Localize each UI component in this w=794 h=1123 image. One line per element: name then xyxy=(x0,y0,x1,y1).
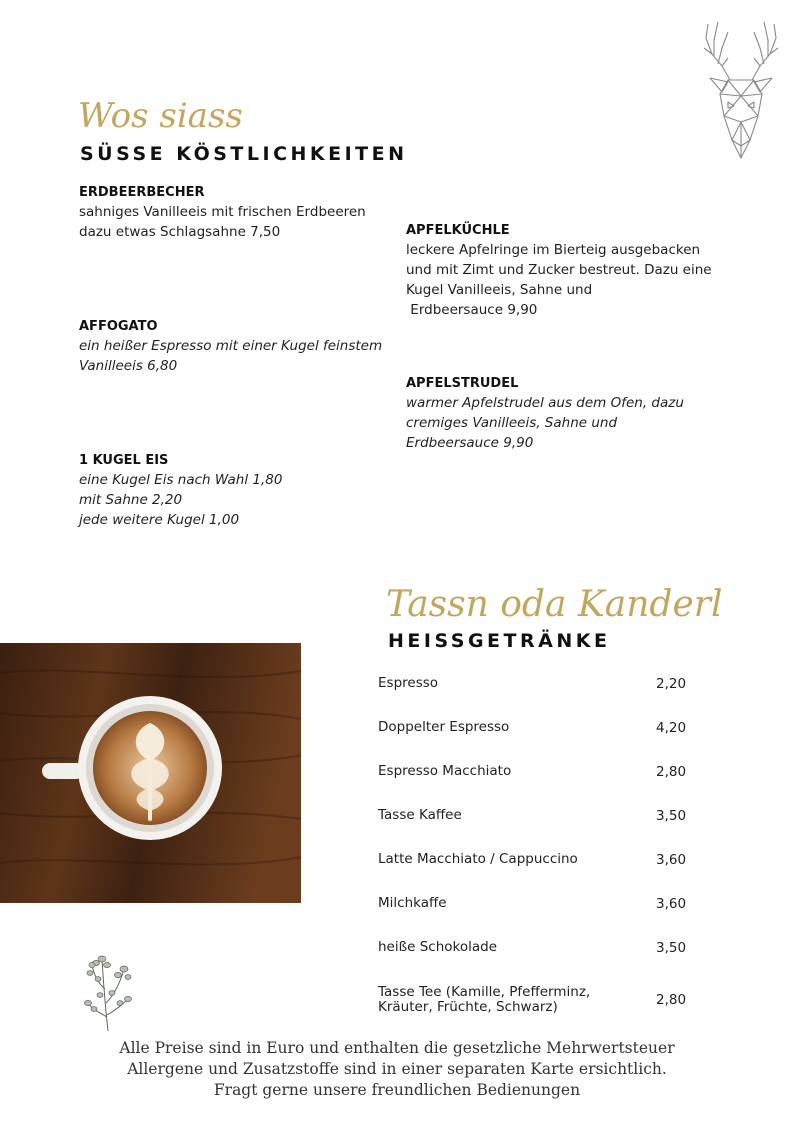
dessert-item-desc-line: Erdbeersauce 9,90 xyxy=(406,302,538,318)
drink-name: Espresso Macchiato xyxy=(378,763,512,779)
dessert-item-title: ERDBEERBECHER xyxy=(79,185,205,200)
herb-sprig-icon xyxy=(84,953,134,1033)
dessert-item-desc-line: und mit Zimt und Zucker bestreut. Dazu eine xyxy=(406,262,712,278)
dessert-item-desc-line: mit Sahne 2,20 xyxy=(79,492,183,508)
drink-price: 2,80 xyxy=(656,764,687,780)
drinks-heading: HEISSGETRÄNKE xyxy=(388,630,611,652)
drink-name: Milchkaffe xyxy=(378,895,447,911)
dessert-item-title: APFELSTRUDEL xyxy=(406,376,519,391)
dessert-item-desc-line: dazu etwas Schlagsahne 7,50 xyxy=(79,224,281,240)
drink-price: 3,50 xyxy=(656,940,687,956)
drink-price: 2,20 xyxy=(656,676,687,692)
drink-name: heiße Schokolade xyxy=(378,939,498,955)
deer-head-icon xyxy=(700,18,782,163)
dessert-item-kugel-eis xyxy=(79,453,399,530)
dessert-item-title: 1 KUGEL EIS xyxy=(79,453,169,468)
coffee-photo xyxy=(0,643,301,903)
footer-line: Alle Preise sind in Euro und enthalten die gesetzliche Mehrwertsteuer xyxy=(119,1039,675,1057)
dessert-item-desc-line: eine Kugel Eis nach Wahl 1,80 xyxy=(79,472,283,488)
drink-name: Tasse Tee (Kamille, Pfefferminz, Kräuter, Früchte, Schwarz) xyxy=(378,984,591,1015)
desserts-script-title: Wos siass xyxy=(78,96,243,136)
desserts-heading: SÜSSE KÖSTLICHKEITEN xyxy=(80,143,408,165)
dessert-item-title: APFELKÜCHLE xyxy=(406,223,510,238)
dessert-item-desc-line: sahniges Vanilleeis mit frischen Erdbeeren xyxy=(79,204,366,220)
drink-name: Latte Macchiato / Cappuccino xyxy=(378,851,578,867)
footer-notice xyxy=(0,1038,794,1101)
drink-price: 3,60 xyxy=(656,896,687,912)
dessert-item-desc-line: leckere Apfelringe im Bierteig ausgebacken xyxy=(406,242,701,258)
drink-price: 3,60 xyxy=(656,852,687,868)
drink-price: 4,20 xyxy=(656,720,687,736)
dessert-item-title: AFFOGATO xyxy=(79,319,158,334)
dessert-item-apfelkuechle xyxy=(406,223,736,320)
drink-price: 2,80 xyxy=(656,992,687,1008)
dessert-item-apfelstrudel xyxy=(406,376,736,453)
dessert-item-desc-line: warmer Apfelstrudel aus dem Ofen, dazu xyxy=(406,395,684,411)
footer-line: Allergene und Zusatzstoffe sind in einer separaten Karte ersichtlich. xyxy=(127,1060,667,1078)
dessert-item-erdbeerbecher xyxy=(79,185,409,242)
dessert-item-desc-line: cremiges Vanilleeis, Sahne und xyxy=(406,415,618,431)
drinks-script-title: Tassn oda Kanderl xyxy=(386,584,723,625)
drink-name: Doppelter Espresso xyxy=(378,719,510,735)
dessert-item-desc-line: jede weitere Kugel 1,00 xyxy=(79,512,240,528)
drink-name: Espresso xyxy=(378,675,439,691)
dessert-item-desc-line: ein heißer Espresso mit einer Kugel feinstem xyxy=(79,338,383,354)
drink-price: 3,50 xyxy=(656,808,687,824)
footer-line: Fragt gerne unsere freundlichen Bedienungen xyxy=(213,1081,581,1099)
dessert-item-affogato xyxy=(79,319,399,376)
drink-name: Tasse Kaffee xyxy=(378,807,462,823)
dessert-item-desc-line: Kugel Vanilleeis, Sahne und xyxy=(406,282,593,298)
dessert-item-desc-line: Erdbeersauce 9,90 xyxy=(406,435,534,451)
dessert-item-desc-line: Vanilleeis 6,80 xyxy=(79,358,178,374)
